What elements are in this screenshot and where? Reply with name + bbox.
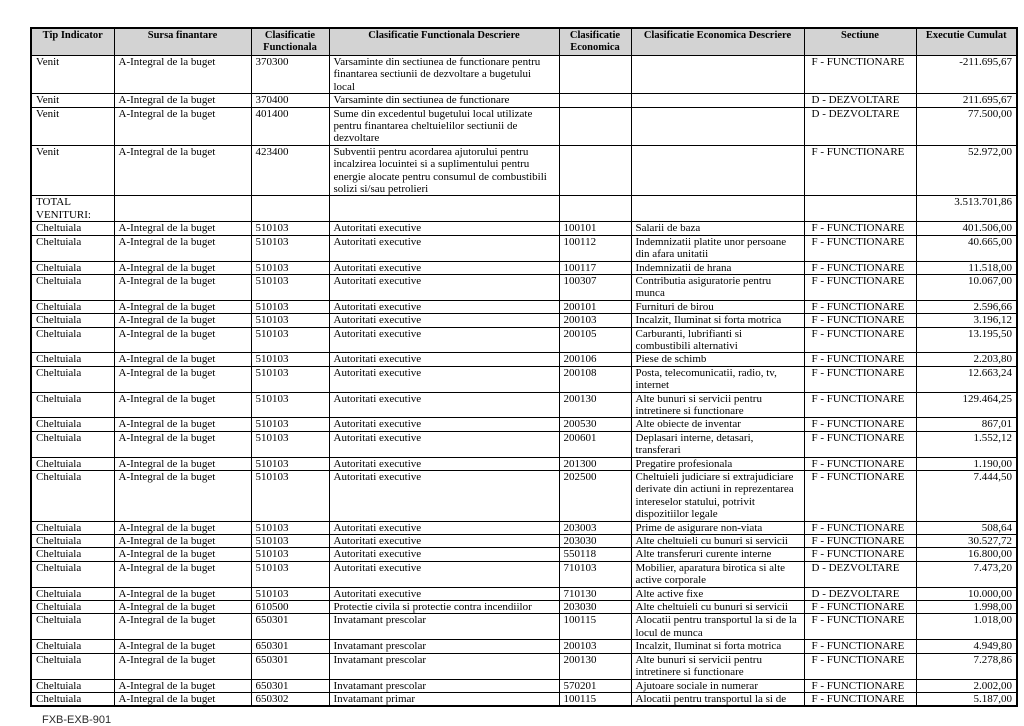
cell-clasificatie-functionala-descriere: Autoritati executive: [329, 222, 559, 235]
cell-clasificatie-functionala: 510103: [251, 274, 329, 300]
cell-executie-cumulat: 401.506,00: [916, 222, 1017, 235]
cell-clasificatie-functionala-descriere: Invatamant prescolar: [329, 640, 559, 653]
cell-executie-cumulat: 1.998,00: [916, 601, 1017, 614]
cell-tip-indicator: Venit: [31, 107, 114, 145]
cell-sectiune: F - FUNCTIONARE: [804, 653, 916, 679]
cell-tip-indicator: Cheltuiala: [31, 521, 114, 534]
cell-executie-cumulat: 4.949,80: [916, 640, 1017, 653]
cell-clasificatie-functionala: 510103: [251, 431, 329, 457]
cell-executie-cumulat: 5.187,00: [916, 692, 1017, 706]
cell-sursa-finantare: A-Integral de la buget: [114, 548, 251, 561]
table-row: [31, 640, 1017, 653]
cell-clasificatie-functionala: 510103: [251, 235, 329, 261]
cell-executie-cumulat: 12.663,24: [916, 366, 1017, 392]
cell-tip-indicator: Cheltuiala: [31, 614, 114, 640]
cell-executie-cumulat: -211.695,67: [916, 56, 1017, 94]
cell-executie-cumulat: 2.596,66: [916, 300, 1017, 313]
cell-sectiune: D - DEZVOLTARE: [804, 561, 916, 587]
cell-tip-indicator: Cheltuiala: [31, 561, 114, 587]
cell-clasificatie-economica: 202500: [559, 471, 631, 522]
cell-clasificatie-functionala-descriere: Autoritati executive: [329, 561, 559, 587]
column-header-sectiune: Sectiune: [804, 28, 916, 56]
cell-clasificatie-economica: 200530: [559, 418, 631, 431]
cell-clasificatie-functionala: 510103: [251, 561, 329, 587]
cell-sursa-finantare: A-Integral de la buget: [114, 457, 251, 470]
cell-clasificatie-functionala: 401400: [251, 107, 329, 145]
cell-sectiune: F - FUNCTIONARE: [804, 314, 916, 327]
cell-executie-cumulat: 1.018,00: [916, 614, 1017, 640]
cell-clasificatie-economica-descriere: Alocatii pentru transportul la si de: [631, 692, 804, 706]
cell-sursa-finantare: A-Integral de la buget: [114, 521, 251, 534]
cell-clasificatie-economica-descriere: [631, 56, 804, 94]
cell-clasificatie-functionala: 510103: [251, 471, 329, 522]
cell-tip-indicator: Cheltuiala: [31, 640, 114, 653]
cell-clasificatie-economica-descriere: [631, 196, 804, 222]
cell-clasificatie-functionala: 650302: [251, 692, 329, 706]
cell-tip-indicator: Cheltuiala: [31, 235, 114, 261]
cell-clasificatie-functionala-descriere: Autoritati executive: [329, 314, 559, 327]
cell-tip-indicator: Cheltuiala: [31, 457, 114, 470]
cell-sursa-finantare: A-Integral de la buget: [114, 561, 251, 587]
cell-clasificatie-functionala-descriere: Varsaminte din sectiunea de functionare pentru finantarea sectiunii de dezvoltare a bugetului local: [329, 56, 559, 94]
cell-sectiune: F - FUNCTIONARE: [804, 222, 916, 235]
cell-tip-indicator: Cheltuiala: [31, 679, 114, 692]
cell-executie-cumulat: 52.972,00: [916, 145, 1017, 196]
cell-clasificatie-economica: 200130: [559, 653, 631, 679]
cell-executie-cumulat: 867,01: [916, 418, 1017, 431]
cell-clasificatie-economica-descriere: Alte obiecte de inventar: [631, 418, 804, 431]
cell-clasificatie-economica-descriere: Incalzit, Iluminat si forta motrica: [631, 640, 804, 653]
cell-sursa-finantare: [114, 196, 251, 222]
table-body: [31, 56, 1017, 707]
cell-clasificatie-functionala: 370300: [251, 56, 329, 94]
cell-clasificatie-functionala: 510103: [251, 300, 329, 313]
table-row: [31, 692, 1017, 706]
cell-clasificatie-economica: [559, 56, 631, 94]
cell-tip-indicator: Cheltuiala: [31, 535, 114, 548]
cell-tip-indicator: Cheltuiala: [31, 471, 114, 522]
cell-clasificatie-functionala: 510103: [251, 457, 329, 470]
cell-sursa-finantare: A-Integral de la buget: [114, 274, 251, 300]
cell-executie-cumulat: 40.665,00: [916, 235, 1017, 261]
cell-executie-cumulat: 508,64: [916, 521, 1017, 534]
table-row: [31, 261, 1017, 274]
cell-sursa-finantare: A-Integral de la buget: [114, 94, 251, 107]
cell-sectiune: F - FUNCTIONARE: [804, 535, 916, 548]
table-row: [31, 418, 1017, 431]
cell-sursa-finantare: A-Integral de la buget: [114, 222, 251, 235]
cell-clasificatie-functionala: 650301: [251, 679, 329, 692]
cell-clasificatie-economica-descriere: Alte transferuri curente interne: [631, 548, 804, 561]
cell-clasificatie-functionala: 650301: [251, 640, 329, 653]
table-row: [31, 392, 1017, 418]
cell-executie-cumulat: 3.513.701,86: [916, 196, 1017, 222]
cell-clasificatie-functionala: 510103: [251, 535, 329, 548]
table-row: [31, 601, 1017, 614]
cell-executie-cumulat: 1.190,00: [916, 457, 1017, 470]
cell-sectiune: [804, 196, 916, 222]
cell-tip-indicator: Cheltuiala: [31, 601, 114, 614]
table-row: [31, 548, 1017, 561]
cell-sursa-finantare: A-Integral de la buget: [114, 366, 251, 392]
cell-clasificatie-functionala-descriere: Protectie civila si protectie contra incendiilor: [329, 601, 559, 614]
table-row: [31, 535, 1017, 548]
column-header-clasificatie-functionala-descriere: Clasificatie Functionala Descriere: [329, 28, 559, 56]
cell-clasificatie-economica-descriere: Indemnizatii de hrana: [631, 261, 804, 274]
cell-executie-cumulat: 11.518,00: [916, 261, 1017, 274]
cell-clasificatie-functionala: 510103: [251, 314, 329, 327]
cell-executie-cumulat: 7.473,20: [916, 561, 1017, 587]
cell-clasificatie-economica-descriere: Salarii de baza: [631, 222, 804, 235]
cell-sectiune: F - FUNCTIONARE: [804, 353, 916, 366]
cell-clasificatie-economica: 100117: [559, 261, 631, 274]
cell-sectiune: F - FUNCTIONARE: [804, 679, 916, 692]
cell-clasificatie-economica: 200103: [559, 640, 631, 653]
cell-clasificatie-economica: 100112: [559, 235, 631, 261]
cell-executie-cumulat: 30.527,72: [916, 535, 1017, 548]
cell-clasificatie-economica: 100115: [559, 614, 631, 640]
cell-clasificatie-economica-descriere: Posta, telecomunicatii, radio, tv, internet: [631, 366, 804, 392]
cell-clasificatie-functionala: 510103: [251, 392, 329, 418]
cell-clasificatie-economica-descriere: [631, 145, 804, 196]
cell-clasificatie-functionala-descriere: Autoritati executive: [329, 418, 559, 431]
cell-sectiune: F - FUNCTIONARE: [804, 366, 916, 392]
budget-execution-table: [30, 27, 1018, 707]
cell-sursa-finantare: A-Integral de la buget: [114, 300, 251, 313]
cell-clasificatie-economica: 200101: [559, 300, 631, 313]
cell-sectiune: F - FUNCTIONARE: [804, 392, 916, 418]
cell-sursa-finantare: A-Integral de la buget: [114, 601, 251, 614]
cell-sectiune: F - FUNCTIONARE: [804, 327, 916, 353]
cell-tip-indicator: Cheltuiala: [31, 587, 114, 600]
cell-clasificatie-economica-descriere: Furnituri de birou: [631, 300, 804, 313]
cell-sursa-finantare: A-Integral de la buget: [114, 418, 251, 431]
cell-clasificatie-economica-descriere: Deplasari interne, detasari, transferari: [631, 431, 804, 457]
cell-clasificatie-economica-descriere: Alte cheltuieli cu bunuri si servicii: [631, 535, 804, 548]
table-row: [31, 196, 1017, 222]
cell-sursa-finantare: A-Integral de la buget: [114, 640, 251, 653]
cell-clasificatie-economica: 201300: [559, 457, 631, 470]
cell-tip-indicator: Cheltuiala: [31, 314, 114, 327]
cell-clasificatie-economica: 200601: [559, 431, 631, 457]
cell-clasificatie-economica: 100101: [559, 222, 631, 235]
cell-tip-indicator: Cheltuiala: [31, 261, 114, 274]
cell-clasificatie-functionala-descriere: Autoritati executive: [329, 366, 559, 392]
cell-clasificatie-economica-descriere: Prime de asigurare non-viata: [631, 521, 804, 534]
table-row: [31, 653, 1017, 679]
cell-tip-indicator: Cheltuiala: [31, 222, 114, 235]
cell-clasificatie-economica-descriere: Alte cheltuieli cu bunuri si servicii: [631, 601, 804, 614]
table-row: [31, 235, 1017, 261]
cell-clasificatie-economica-descriere: Alte bunuri si servicii pentru intretinere si functionare: [631, 653, 804, 679]
table-row: [31, 327, 1017, 353]
cell-executie-cumulat: 13.195,50: [916, 327, 1017, 353]
cell-clasificatie-functionala-descriere: Autoritati executive: [329, 261, 559, 274]
table-row: [31, 353, 1017, 366]
cell-clasificatie-economica-descriere: Piese de schimb: [631, 353, 804, 366]
cell-tip-indicator: Cheltuiala: [31, 418, 114, 431]
table-row: [31, 366, 1017, 392]
cell-executie-cumulat: 211.695,67: [916, 94, 1017, 107]
report-code: FXB-EXB-901: [42, 714, 112, 726]
cell-tip-indicator: TOTAL VENITURI:: [31, 196, 114, 222]
table-row: [31, 679, 1017, 692]
report-page: [30, 27, 1018, 726]
cell-executie-cumulat: 2.002,00: [916, 679, 1017, 692]
cell-clasificatie-functionala-descriere: [329, 196, 559, 222]
cell-tip-indicator: Cheltuiala: [31, 692, 114, 706]
table-row: [31, 300, 1017, 313]
cell-clasificatie-economica: 710103: [559, 561, 631, 587]
cell-clasificatie-economica: 100115: [559, 692, 631, 706]
cell-sectiune: F - FUNCTIONARE: [804, 274, 916, 300]
column-header-clasificatie-functionala: Clasificatie Functionala: [251, 28, 329, 56]
cell-sursa-finantare: A-Integral de la buget: [114, 535, 251, 548]
cell-clasificatie-economica: 200103: [559, 314, 631, 327]
cell-clasificatie-economica-descriere: [631, 107, 804, 145]
cell-clasificatie-economica: 100307: [559, 274, 631, 300]
cell-clasificatie-economica-descriere: Alte bunuri si servicii pentru intretinere si functionare: [631, 392, 804, 418]
cell-executie-cumulat: 10.067,00: [916, 274, 1017, 300]
column-header-tip-indicator: Tip Indicator: [31, 28, 114, 56]
table-row: [31, 107, 1017, 145]
cell-clasificatie-economica: 200106: [559, 353, 631, 366]
cell-sursa-finantare: A-Integral de la buget: [114, 353, 251, 366]
cell-clasificatie-functionala-descriere: Subventii pentru acordarea ajutorului pentru incalzirea locuintei si a suplimentului pentru energie alocate pentru consumul de combustibili solizi si/sau petrolieri: [329, 145, 559, 196]
table-row: [31, 145, 1017, 196]
cell-clasificatie-functionala: 510103: [251, 261, 329, 274]
cell-clasificatie-functionala: [251, 196, 329, 222]
cell-sursa-finantare: A-Integral de la buget: [114, 471, 251, 522]
cell-clasificatie-economica-descriere: Indemnizatii platite unor persoane din afara unitatii: [631, 235, 804, 261]
cell-clasificatie-functionala: 510103: [251, 366, 329, 392]
table-row: [31, 56, 1017, 94]
table-row: [31, 314, 1017, 327]
cell-clasificatie-functionala: 510103: [251, 521, 329, 534]
cell-clasificatie-economica: 570201: [559, 679, 631, 692]
cell-clasificatie-functionala-descriere: Autoritati executive: [329, 548, 559, 561]
cell-clasificatie-economica: [559, 145, 631, 196]
cell-sectiune: F - FUNCTIONARE: [804, 235, 916, 261]
cell-clasificatie-economica: 203030: [559, 535, 631, 548]
cell-clasificatie-functionala-descriere: Autoritati executive: [329, 431, 559, 457]
cell-clasificatie-functionala-descriere: Invatamant primar: [329, 692, 559, 706]
cell-tip-indicator: Cheltuiala: [31, 548, 114, 561]
cell-sursa-finantare: A-Integral de la buget: [114, 107, 251, 145]
cell-executie-cumulat: 77.500,00: [916, 107, 1017, 145]
cell-clasificatie-functionala-descriere: Autoritati executive: [329, 535, 559, 548]
cell-executie-cumulat: 2.203,80: [916, 353, 1017, 366]
cell-clasificatie-functionala-descriere: Varsaminte din sectiunea de functionare: [329, 94, 559, 107]
cell-sectiune: F - FUNCTIONARE: [804, 457, 916, 470]
cell-clasificatie-functionala: 370400: [251, 94, 329, 107]
cell-sursa-finantare: A-Integral de la buget: [114, 614, 251, 640]
table-row: [31, 222, 1017, 235]
cell-sursa-finantare: A-Integral de la buget: [114, 314, 251, 327]
cell-executie-cumulat: 1.552,12: [916, 431, 1017, 457]
cell-clasificatie-functionala-descriere: Autoritati executive: [329, 521, 559, 534]
table-row: [31, 94, 1017, 107]
column-header-executie-cumulat: Executie Cumulat: [916, 28, 1017, 56]
cell-clasificatie-functionala: 510103: [251, 587, 329, 600]
cell-clasificatie-functionala-descriere: Autoritati executive: [329, 457, 559, 470]
cell-clasificatie-economica-descriere: Pregatire profesionala: [631, 457, 804, 470]
cell-tip-indicator: Cheltuiala: [31, 327, 114, 353]
cell-clasificatie-economica-descriere: Carburanti, lubrifianti si combustibili alternativi: [631, 327, 804, 353]
cell-clasificatie-functionala: 510103: [251, 548, 329, 561]
cell-sectiune: F - FUNCTIONARE: [804, 692, 916, 706]
table-row: [31, 274, 1017, 300]
cell-tip-indicator: Venit: [31, 94, 114, 107]
cell-sectiune: D - DEZVOLTARE: [804, 587, 916, 600]
table-row: [31, 457, 1017, 470]
cell-sectiune: F - FUNCTIONARE: [804, 261, 916, 274]
cell-clasificatie-functionala-descriere: Sume din excedentul bugetului local utilizate pentru finantarea cheltuielilor sectiunii de dezvoltare: [329, 107, 559, 145]
cell-sectiune: F - FUNCTIONARE: [804, 145, 916, 196]
cell-tip-indicator: Cheltuiala: [31, 392, 114, 418]
cell-sectiune: F - FUNCTIONARE: [804, 56, 916, 94]
cell-clasificatie-economica: 710130: [559, 587, 631, 600]
header-row: [31, 28, 1017, 56]
cell-clasificatie-functionala: 650301: [251, 653, 329, 679]
cell-clasificatie-functionala-descriere: Invatamant prescolar: [329, 614, 559, 640]
cell-tip-indicator: Venit: [31, 145, 114, 196]
cell-clasificatie-functionala-descriere: Invatamant prescolar: [329, 679, 559, 692]
cell-clasificatie-economica-descriere: Mobilier, aparatura birotica si alte active corporale: [631, 561, 804, 587]
cell-sectiune: F - FUNCTIONARE: [804, 640, 916, 653]
cell-clasificatie-economica-descriere: Alocatii pentru transportul la si de la locul de munca: [631, 614, 804, 640]
cell-sectiune: F - FUNCTIONARE: [804, 601, 916, 614]
cell-clasificatie-economica: 203003: [559, 521, 631, 534]
cell-tip-indicator: Cheltuiala: [31, 431, 114, 457]
cell-sectiune: D - DEZVOLTARE: [804, 107, 916, 145]
cell-clasificatie-economica: 203030: [559, 601, 631, 614]
cell-sursa-finantare: A-Integral de la buget: [114, 392, 251, 418]
cell-sursa-finantare: A-Integral de la buget: [114, 145, 251, 196]
cell-sectiune: F - FUNCTIONARE: [804, 548, 916, 561]
cell-sursa-finantare: A-Integral de la buget: [114, 235, 251, 261]
cell-sectiune: D - DEZVOLTARE: [804, 94, 916, 107]
table-row: [31, 587, 1017, 600]
cell-executie-cumulat: 7.444,50: [916, 471, 1017, 522]
cell-clasificatie-functionala: 610500: [251, 601, 329, 614]
cell-clasificatie-functionala: 510103: [251, 418, 329, 431]
cell-clasificatie-functionala: 510103: [251, 327, 329, 353]
cell-sectiune: F - FUNCTIONARE: [804, 431, 916, 457]
cell-clasificatie-functionala-descriere: Autoritati executive: [329, 274, 559, 300]
cell-sectiune: F - FUNCTIONARE: [804, 418, 916, 431]
table-row: [31, 471, 1017, 522]
cell-clasificatie-economica: 200130: [559, 392, 631, 418]
table-row: [31, 614, 1017, 640]
cell-clasificatie-economica-descriere: [631, 94, 804, 107]
cell-sursa-finantare: A-Integral de la buget: [114, 679, 251, 692]
table-header: [31, 28, 1017, 56]
cell-clasificatie-functionala: 510103: [251, 353, 329, 366]
cell-sectiune: F - FUNCTIONARE: [804, 614, 916, 640]
cell-clasificatie-functionala: 423400: [251, 145, 329, 196]
cell-clasificatie-functionala-descriere: Autoritati executive: [329, 327, 559, 353]
cell-clasificatie-functionala-descriere: Autoritati executive: [329, 300, 559, 313]
cell-clasificatie-economica-descriere: Alte active fixe: [631, 587, 804, 600]
cell-executie-cumulat: 7.278,86: [916, 653, 1017, 679]
cell-clasificatie-economica: 200108: [559, 366, 631, 392]
cell-clasificatie-economica: 550118: [559, 548, 631, 561]
cell-executie-cumulat: 10.000,00: [916, 587, 1017, 600]
cell-clasificatie-economica: [559, 94, 631, 107]
cell-sursa-finantare: A-Integral de la buget: [114, 56, 251, 94]
column-header-sursa-finantare: Sursa finantare: [114, 28, 251, 56]
cell-clasificatie-functionala-descriere: Autoritati executive: [329, 471, 559, 522]
cell-sectiune: F - FUNCTIONARE: [804, 300, 916, 313]
cell-tip-indicator: Cheltuiala: [31, 274, 114, 300]
cell-clasificatie-economica: 200105: [559, 327, 631, 353]
cell-clasificatie-functionala: 650301: [251, 614, 329, 640]
column-header-clasificatie-economica-descriere: Clasificatie Economica Descriere: [631, 28, 804, 56]
cell-executie-cumulat: 16.800,00: [916, 548, 1017, 561]
cell-executie-cumulat: 129.464,25: [916, 392, 1017, 418]
table-row: [31, 561, 1017, 587]
cell-sursa-finantare: A-Integral de la buget: [114, 692, 251, 706]
table-row: [31, 431, 1017, 457]
table-row: [31, 521, 1017, 534]
cell-sursa-finantare: A-Integral de la buget: [114, 327, 251, 353]
cell-sursa-finantare: A-Integral de la buget: [114, 587, 251, 600]
cell-clasificatie-economica-descriere: Ajutoare sociale in numerar: [631, 679, 804, 692]
cell-sursa-finantare: A-Integral de la buget: [114, 653, 251, 679]
cell-sectiune: F - FUNCTIONARE: [804, 521, 916, 534]
cell-clasificatie-economica: [559, 196, 631, 222]
cell-sursa-finantare: A-Integral de la buget: [114, 261, 251, 274]
cell-clasificatie-economica-descriere: Incalzit, Iluminat si forta motrica: [631, 314, 804, 327]
cell-clasificatie-functionala: 510103: [251, 222, 329, 235]
cell-sectiune: F - FUNCTIONARE: [804, 471, 916, 522]
cell-clasificatie-functionala-descriere: Autoritati executive: [329, 353, 559, 366]
cell-tip-indicator: Cheltuiala: [31, 366, 114, 392]
cell-tip-indicator: Cheltuiala: [31, 300, 114, 313]
cell-tip-indicator: Cheltuiala: [31, 653, 114, 679]
cell-clasificatie-functionala-descriere: Autoritati executive: [329, 587, 559, 600]
cell-clasificatie-functionala-descriere: Autoritati executive: [329, 235, 559, 261]
column-header-clasificatie-economica: Clasificatie Economica: [559, 28, 631, 56]
cell-tip-indicator: Cheltuiala: [31, 353, 114, 366]
cell-sursa-finantare: A-Integral de la buget: [114, 431, 251, 457]
cell-executie-cumulat: 3.196,12: [916, 314, 1017, 327]
cell-clasificatie-economica: [559, 107, 631, 145]
cell-clasificatie-economica-descriere: Cheltuieli judiciare si extrajudiciare derivate din actiuni in reprezentarea intereselor statului, potrivit dispozitiilor legale: [631, 471, 804, 522]
cell-clasificatie-economica-descriere: Contributia asiguratorie pentru munca: [631, 274, 804, 300]
cell-clasificatie-functionala-descriere: Autoritati executive: [329, 392, 559, 418]
cell-clasificatie-functionala-descriere: Invatamant prescolar: [329, 653, 559, 679]
cell-tip-indicator: Venit: [31, 56, 114, 94]
